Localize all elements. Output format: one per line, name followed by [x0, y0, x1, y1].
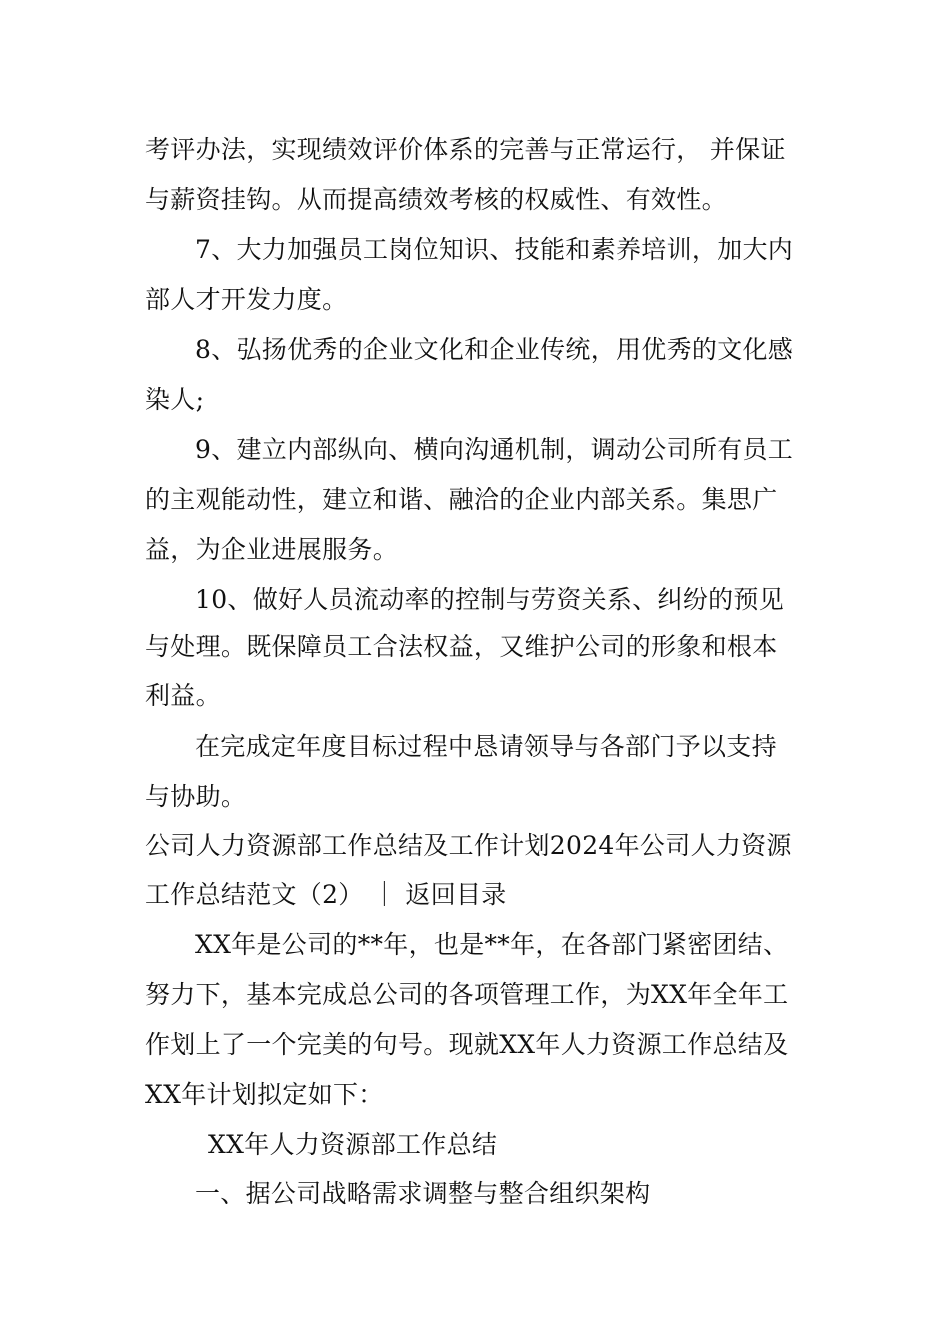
back-to-toc-link[interactable]: 工作总结范文（2） ｜ 返回目录 [145, 880, 507, 909]
paragraph-line: 与协助。 [145, 782, 247, 811]
section-heading: 公司人力资源部工作总结及工作计划2024年公司人力资源 [145, 831, 792, 860]
paragraph-line: 部人才开发力度。 [145, 285, 348, 314]
subsection-item-1: 一、据公司战略需求调整与整合组织架构 [195, 1179, 651, 1208]
paragraph-line: 作划上了一个完美的句号。现就XX年人力资源工作总结及 [145, 1030, 789, 1059]
closing-paragraph: 在完成定年度目标过程中恳请领导与各部门予以支持 [195, 732, 777, 761]
list-item-8: 8、弘扬优秀的企业文化和企业传统，用优秀的文化感 [195, 335, 794, 364]
list-item-9: 9、建立内部纵向、横向沟通机制，调动公司所有员工 [195, 435, 794, 464]
list-item-10: 10、做好人员流动率的控制与劳资关系、纠纷的预见 [195, 585, 785, 614]
paragraph-line: 与处理。既保障员工合法权益，又维护公司的形象和根本 [145, 632, 778, 661]
paragraph-line: 染人; [145, 385, 205, 414]
subsection-heading: XX年人力资源部工作总结 [208, 1130, 498, 1159]
paragraph-line: 益，为企业进展服务。 [145, 535, 399, 564]
paragraph-line: XX年计划拟定如下： [145, 1080, 384, 1109]
paragraph-line: 与薪资挂钩。从而提高绩效考核的权威性、有效性。 [145, 185, 727, 214]
paragraph-line: 的主观能动性，建立和谐、融洽的企业内部关系。集思广 [145, 485, 778, 514]
paragraph-line: 考评办法，实现绩效评价体系的完善与正常运行， 并保证 [145, 135, 786, 164]
intro-paragraph: XX年是公司的**年，也是**年，在各部门紧密团结、 [195, 930, 789, 959]
list-item-7: 7、大力加强员工岗位知识、技能和素养培训，加大内 [195, 235, 794, 264]
paragraph-line: 利益。 [145, 681, 221, 710]
paragraph-line: 努力下，基本完成总公司的各项管理工作，为XX年全年工 [145, 980, 789, 1009]
